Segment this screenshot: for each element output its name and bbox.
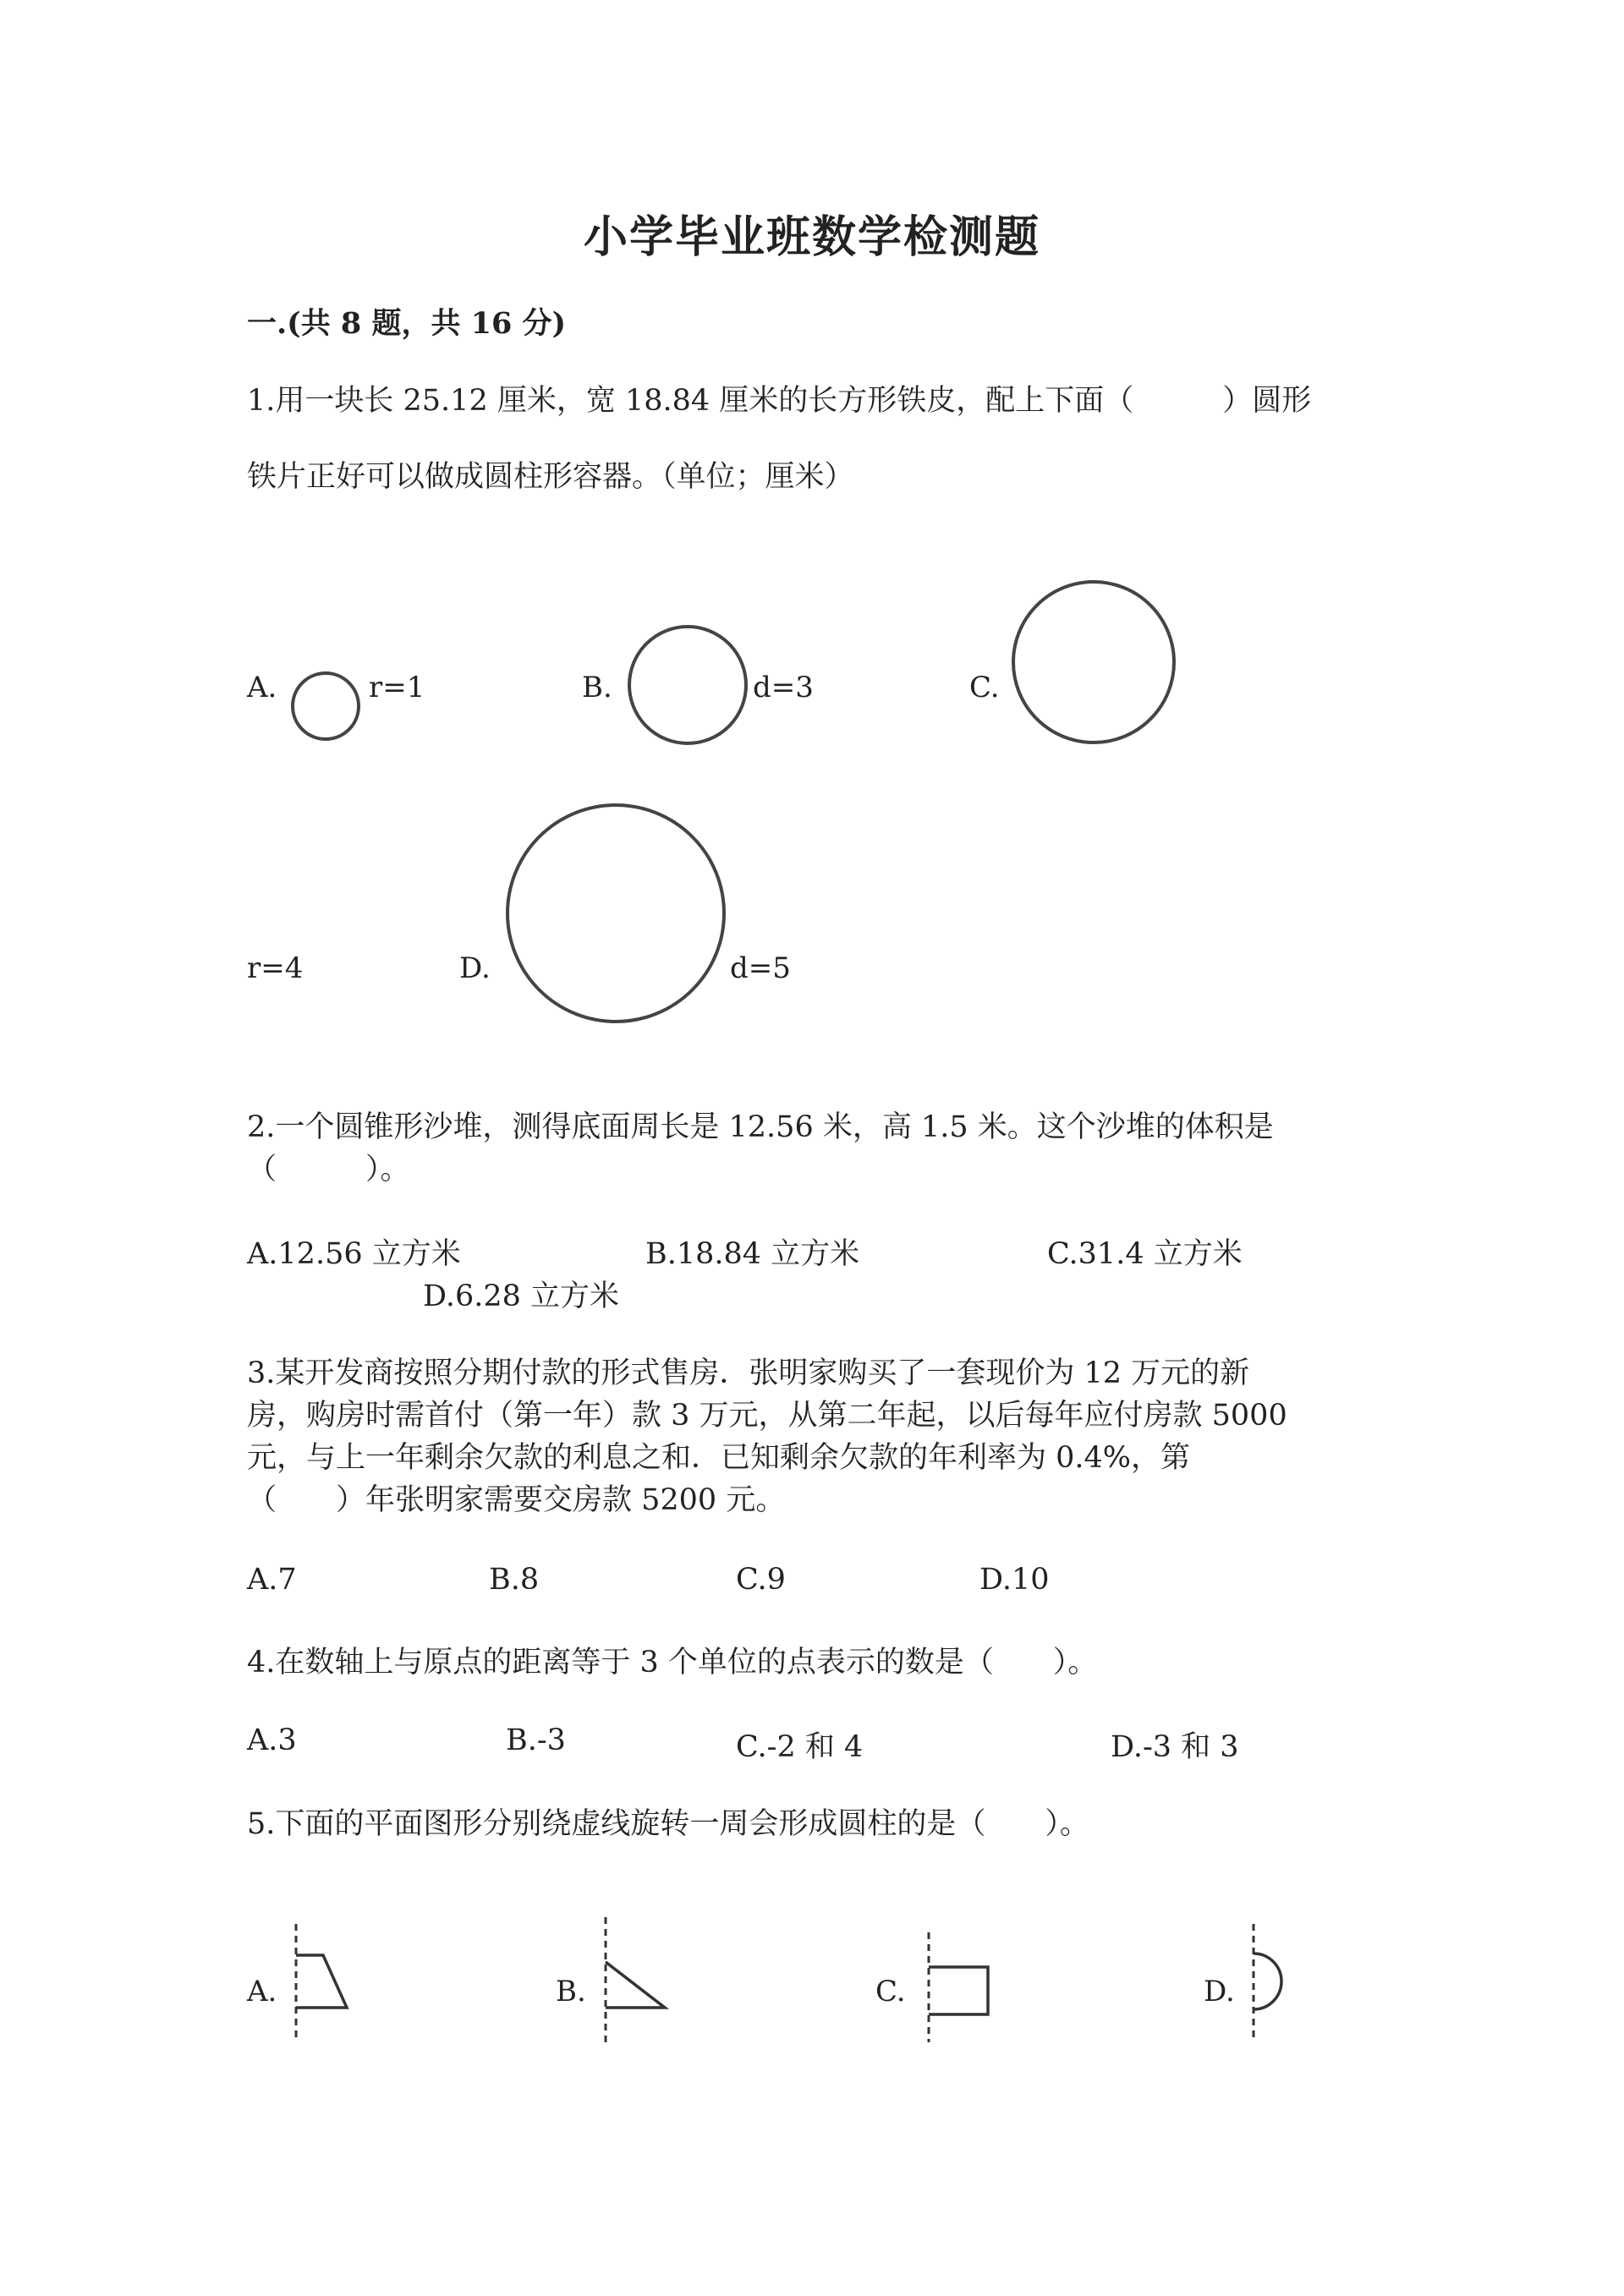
q2-option-d[interactable]: D.6.28 立方米 <box>423 1280 619 1313</box>
q3-option-b[interactable]: B.8 <box>489 1563 540 1597</box>
question-3-line-4: （ ）年张明家需要交房款 5200 元。 <box>247 1483 786 1517</box>
q4-option-c[interactable]: C.-2 和 4 <box>736 1730 864 1764</box>
q1-circle-b <box>624 622 751 748</box>
q3-option-c[interactable]: C.9 <box>736 1563 786 1597</box>
q5-option-a-label[interactable]: A. <box>247 1975 277 2008</box>
q2-option-b[interactable]: B.18.84 立方米 <box>645 1237 860 1271</box>
q5-option-d-label[interactable]: D. <box>1204 1975 1235 2008</box>
q1-circle-a <box>288 668 364 744</box>
question-5-line-1: 5.下面的平面图形分别绕虚线旋转一周会形成圆柱的是（ ）。 <box>247 1807 1089 1841</box>
q5-figure-c-rectangle <box>920 1928 996 2047</box>
question-4-line-1: 4.在数轴上与原点的距离等于 3 个单位的点表示的数是（ ）。 <box>247 1646 1098 1680</box>
question-3-line-3: 元，与上一年剩余欠款的利息之和．已知剩余欠款的年利率为 0.4%，第 <box>247 1441 1191 1475</box>
q1-option-c-label[interactable]: C. <box>969 671 1000 704</box>
q1-option-b-tag: d=3 <box>753 671 814 704</box>
q1-option-a-label[interactable]: A. <box>247 671 277 704</box>
q3-option-a[interactable]: A.7 <box>247 1563 297 1597</box>
q4-option-d[interactable]: D.-3 和 3 <box>1111 1730 1239 1764</box>
q5-option-c-label[interactable]: C. <box>875 1975 906 2008</box>
q1-option-a-tag: r=1 <box>369 671 425 704</box>
question-1-line-2: 铁片正好可以做成圆柱形容器。（单位；厘米） <box>247 460 854 494</box>
q3-option-d[interactable]: D.10 <box>979 1563 1050 1597</box>
q5-figure-a-trapezoid <box>288 1920 355 2047</box>
q1-circle-d <box>502 799 730 1027</box>
q4-option-b[interactable]: B.-3 <box>506 1723 566 1757</box>
q5-figure-b-triangle <box>597 1913 673 2048</box>
q4-option-a[interactable]: A.3 <box>247 1723 297 1757</box>
q2-option-a[interactable]: A.12.56 立方米 <box>247 1237 461 1271</box>
question-2-line-2: （ ）。 <box>247 1153 410 1186</box>
section-heading: 一.(共 8 题，共 16 分) <box>247 306 567 341</box>
q2-option-c[interactable]: C.31.4 立方米 <box>1047 1237 1243 1271</box>
page-title: 小学毕业班数学检测题 <box>583 211 1040 263</box>
q1-circle-c <box>1009 578 1178 747</box>
q5-option-b-label[interactable]: B. <box>556 1975 586 2008</box>
q1-option-d-tag: d=5 <box>730 951 791 985</box>
q5-figure-d-semicircle <box>1243 1920 1303 2047</box>
q1-option-c-tag: r=4 <box>247 951 304 985</box>
q1-option-d-label[interactable]: D. <box>459 951 491 985</box>
question-1-line-1: 1.用一块长 25.12 厘米，宽 18.84 厘米的长方形铁皮，配上下面（ ）圆形 <box>247 384 1312 418</box>
question-3-line-1: 3.某开发商按照分期付款的形式售房．张明家购买了一套现价为 12 万元的新 <box>247 1356 1250 1390</box>
question-2-line-1: 2.一个圆锥形沙堆，测得底面周长是 12.56 米，高 1.5 米。这个沙堆的体积是 <box>247 1110 1274 1144</box>
question-3-line-2: 房，购房时需首付（第一年）款 3 万元，从第二年起，以后每年应付房款 5000 <box>247 1399 1287 1433</box>
q1-option-b-label[interactable]: B. <box>582 671 612 704</box>
